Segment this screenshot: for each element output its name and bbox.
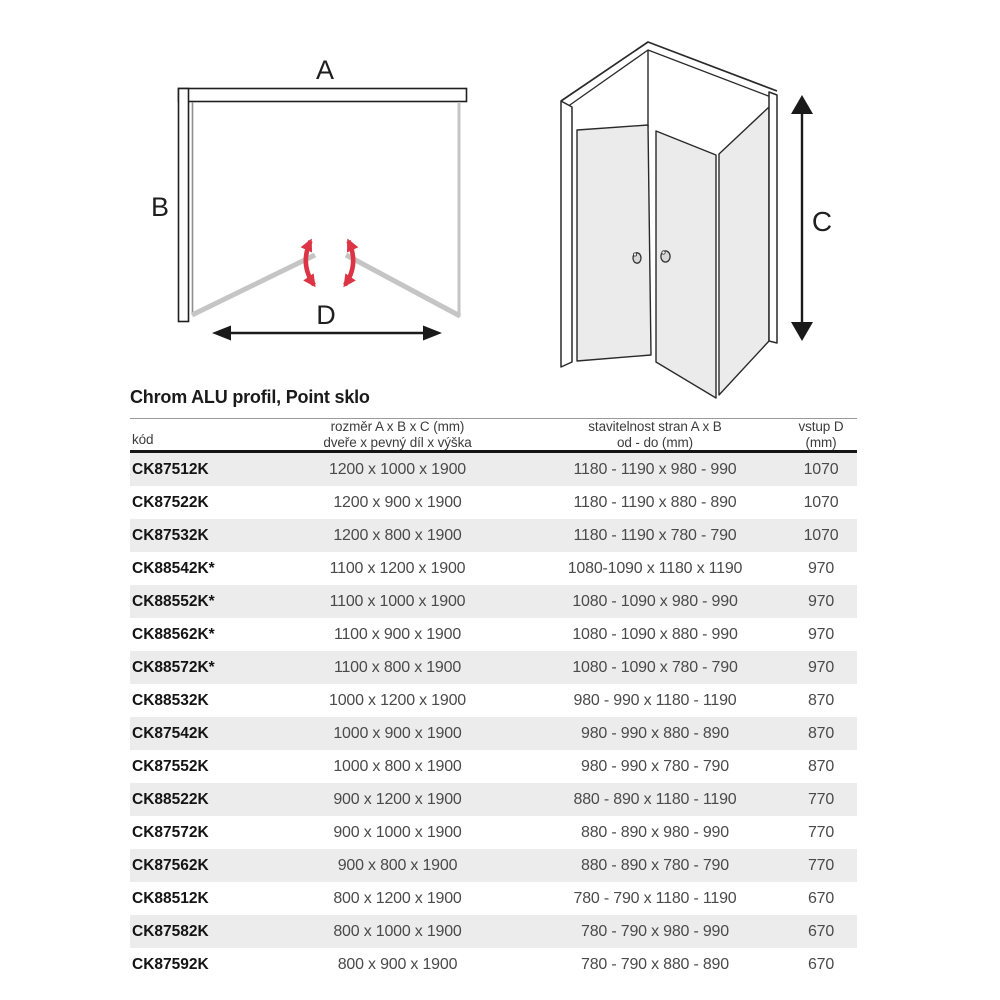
adjustability-value: 780 - 790 x 980 - 990 bbox=[581, 922, 729, 940]
left-wall-profile bbox=[179, 89, 189, 322]
open-door-panel bbox=[656, 131, 716, 398]
product-code: CK87552K bbox=[132, 757, 209, 775]
dimension-value: 1100 x 1000 x 1900 bbox=[329, 592, 466, 610]
table-row bbox=[130, 948, 857, 981]
entry-width-value: 670 bbox=[807, 889, 835, 907]
adjustability-value: 780 - 790 x 1180 - 1190 bbox=[573, 889, 737, 907]
adjustability-value: 1180 - 1190 x 780 - 790 bbox=[573, 526, 737, 544]
adjustability-value: 1180 - 1190 x 980 - 990 bbox=[573, 460, 737, 478]
product-code: CK88532K bbox=[132, 691, 209, 709]
adjustability-value: 1080 - 1090 x 980 - 990 bbox=[572, 592, 738, 610]
product-code: CK88522K bbox=[132, 790, 209, 808]
header-rozmer bbox=[270, 419, 525, 451]
dimension-value: 900 x 1200 x 1900 bbox=[333, 790, 462, 808]
header-stavitelnost-line1: stavitelnost stran A x B bbox=[588, 419, 722, 434]
table-row bbox=[130, 519, 857, 552]
product-code: CK87532K bbox=[132, 526, 209, 544]
top-frame-inner bbox=[567, 50, 771, 107]
product-code: CK88542K* bbox=[132, 559, 215, 577]
dimension-label-c: C bbox=[811, 206, 833, 237]
table-row bbox=[130, 585, 857, 618]
right-door-line bbox=[346, 255, 460, 316]
table-row bbox=[130, 486, 857, 519]
table-row bbox=[130, 618, 857, 651]
product-code: CK88552K* bbox=[132, 592, 215, 610]
dimension-value: 1000 x 1200 x 1900 bbox=[329, 691, 466, 709]
entry-width-value: 1070 bbox=[803, 460, 839, 478]
table-row bbox=[130, 816, 857, 849]
table-row bbox=[130, 882, 857, 915]
adjustability-value: 980 - 990 x 880 - 890 bbox=[581, 724, 729, 742]
adjustability-value: 880 - 890 x 980 - 990 bbox=[581, 823, 729, 841]
table-row bbox=[130, 552, 857, 585]
arrowhead-down bbox=[791, 322, 813, 341]
adjustability-value: 1080-1090 x 1180 x 1190 bbox=[567, 559, 743, 577]
table-row bbox=[130, 783, 857, 816]
entry-width-value: 670 bbox=[807, 955, 835, 973]
entry-width-value: 870 bbox=[807, 724, 835, 742]
product-code: CK88572K* bbox=[132, 658, 215, 676]
product-code: CK87592K bbox=[132, 955, 209, 973]
table-row bbox=[130, 453, 857, 486]
dimension-label-b: B bbox=[150, 192, 170, 222]
entry-width-value: 670 bbox=[807, 922, 835, 940]
header-rozmer-line2: dveře x pevný díl x výška bbox=[323, 434, 472, 450]
left-wall-profile-3d bbox=[561, 101, 572, 367]
entry-width-value: 970 bbox=[807, 559, 835, 577]
dimension-label-d: D bbox=[316, 300, 336, 330]
dimension-value: 1100 x 900 x 1900 bbox=[333, 625, 462, 643]
door-knob-right-detail bbox=[662, 251, 665, 254]
adjustability-value: 1180 - 1190 x 880 - 890 bbox=[573, 493, 737, 511]
header-stavitelnost bbox=[525, 419, 785, 451]
dimension-value: 1000 x 900 x 1900 bbox=[333, 724, 462, 742]
left-door-line bbox=[192, 255, 315, 315]
door-knob-left-detail bbox=[633, 253, 636, 256]
top-wall-profile bbox=[179, 89, 467, 102]
adjustability-value: 980 - 990 x 1180 - 1190 bbox=[573, 691, 737, 709]
header-rozmer-line1: rozměr A x B x C (mm) bbox=[330, 419, 465, 434]
dimension-value: 900 x 800 x 1900 bbox=[337, 856, 458, 874]
table-row bbox=[130, 915, 857, 948]
dimension-value: 900 x 1000 x 1900 bbox=[333, 823, 462, 841]
header-stavitelnost-line2: od - do (mm) bbox=[616, 434, 694, 450]
table-header bbox=[130, 418, 857, 453]
table-row bbox=[130, 651, 857, 684]
product-code: CK87562K bbox=[132, 856, 209, 874]
technical-diagrams bbox=[0, 0, 1000, 410]
header-kod: kód bbox=[132, 431, 154, 447]
product-code: CK87512K bbox=[132, 460, 209, 478]
entry-width-value: 870 bbox=[807, 757, 835, 775]
page-title: Chrom ALU profil, Point sklo bbox=[130, 387, 370, 407]
adjustability-value: 880 - 890 x 1180 - 1190 bbox=[573, 790, 737, 808]
entry-width-value: 770 bbox=[807, 856, 835, 874]
spec-table bbox=[130, 418, 857, 981]
entry-width-value: 970 bbox=[807, 592, 835, 610]
door-swing-arrow-left bbox=[306, 241, 314, 285]
adjustability-value: 1080 - 1090 x 780 - 790 bbox=[572, 658, 738, 676]
table-row bbox=[130, 717, 857, 750]
dimension-label-a: A bbox=[315, 55, 335, 85]
dimension-value: 1100 x 1200 x 1900 bbox=[329, 559, 466, 577]
right-side-panel bbox=[719, 107, 769, 395]
dimension-value: 1200 x 1000 x 1900 bbox=[329, 460, 466, 478]
dimension-value: 1200 x 900 x 1900 bbox=[333, 493, 462, 511]
product-code: CK88562K* bbox=[132, 625, 215, 643]
entry-width-value: 870 bbox=[807, 691, 835, 709]
adjustability-value: 1080 - 1090 x 880 - 990 bbox=[572, 625, 738, 643]
entry-width-value: 1070 bbox=[803, 493, 839, 511]
adjustability-value: 780 - 790 x 880 - 890 bbox=[581, 955, 729, 973]
product-code: CK87572K bbox=[132, 823, 209, 841]
dimension-value: 1200 x 800 x 1900 bbox=[333, 526, 462, 544]
entry-width-value: 770 bbox=[807, 823, 835, 841]
entry-width-value: 970 bbox=[807, 658, 835, 676]
product-code: CK87582K bbox=[132, 922, 209, 940]
right-wall-profile-3d bbox=[769, 92, 777, 343]
dimension-value: 800 x 1000 x 1900 bbox=[333, 922, 462, 940]
table-row bbox=[130, 750, 857, 783]
product-code: CK88512K bbox=[132, 889, 209, 907]
door-swing-arrow-right bbox=[345, 241, 353, 285]
top-view-diagram bbox=[151, 55, 467, 341]
adjustability-value: 880 - 890 x 780 - 790 bbox=[581, 856, 729, 874]
dimension-value: 1100 x 800 x 1900 bbox=[333, 658, 462, 676]
top-frame-outer bbox=[561, 42, 777, 101]
perspective-diagram bbox=[561, 42, 832, 398]
dimension-value: 1000 x 800 x 1900 bbox=[333, 757, 462, 775]
table-body bbox=[130, 453, 857, 981]
dimension-value: 800 x 1200 x 1900 bbox=[333, 889, 462, 907]
entry-width-value: 970 bbox=[807, 625, 835, 643]
arrowhead-up bbox=[791, 95, 813, 114]
header-vstup: vstup D (mm) bbox=[798, 419, 844, 450]
adjustability-value: 980 - 990 x 780 - 790 bbox=[581, 757, 729, 775]
table-row bbox=[130, 849, 857, 882]
table-row bbox=[130, 684, 857, 717]
product-code: CK87542K bbox=[132, 724, 209, 742]
product-code: CK87522K bbox=[132, 493, 209, 511]
arrowhead-left bbox=[212, 326, 231, 341]
entry-width-value: 1070 bbox=[803, 526, 839, 544]
dimension-value: 800 x 900 x 1900 bbox=[337, 955, 458, 973]
entry-width-value: 770 bbox=[807, 790, 835, 808]
left-door-panel bbox=[577, 125, 651, 361]
arrowhead-right bbox=[423, 326, 442, 341]
